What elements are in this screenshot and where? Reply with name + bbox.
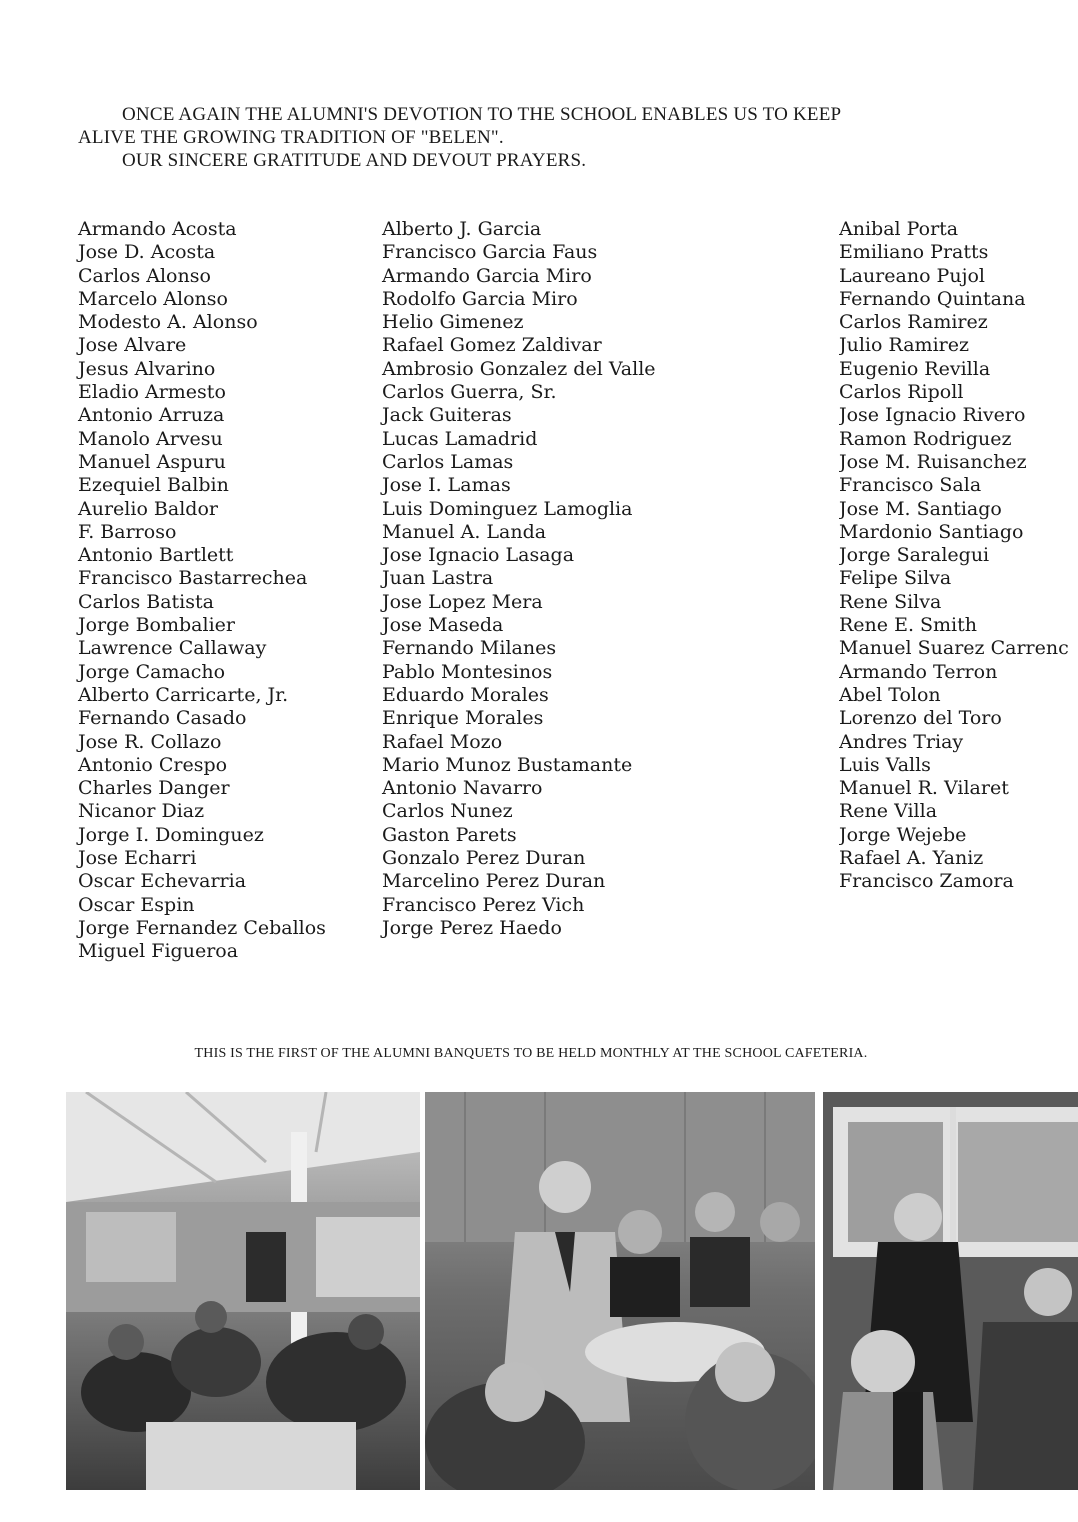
donor-name: Alberto J. Garcia — [382, 218, 542, 240]
donor-name: Manuel Suarez Carrenc — [839, 637, 1069, 660]
donor-name: Carlos Guerra, Sr. — [382, 381, 557, 404]
donor-name: Gaston Parets — [382, 823, 517, 846]
donor-name: Francisco Sala — [839, 474, 982, 497]
donor-name: Carlos Batista — [78, 590, 214, 613]
donor-name: Rafael Gomez Zaldivar — [382, 334, 602, 357]
donor-name: Marcelino Perez Duran — [382, 870, 606, 893]
donor-name: Mario Munoz Bustamante — [382, 753, 633, 776]
donor-name: Oscar Espin — [78, 893, 195, 916]
donor-name: Oscar Echevarria — [78, 870, 247, 893]
donor-name: Jack Guiteras — [382, 404, 512, 427]
donor-name: Rodolfo Garcia Miro — [382, 287, 578, 310]
donor-name: Helio Gimenez — [382, 311, 524, 334]
donor-name: Emiliano Pratts — [839, 241, 989, 264]
donor-name: F. Barroso — [78, 520, 177, 543]
photo-caption: THIS IS THE FIRST OF THE ALUMNI BANQUETS TO BE HELD MONTHLY AT THE SCHOOL CAFETERIA. — [194, 1046, 868, 1061]
donor-name: Charles Danger — [78, 777, 230, 800]
donor-name: Ambrosio Gonzalez del Valle — [382, 357, 656, 380]
donor-name: Francisco Zamora — [839, 870, 1014, 893]
donor-name: Carlos Nunez — [382, 800, 513, 823]
donor-names-column-3 — [839, 218, 1078, 894]
banquet-photo-speaker — [425, 1092, 815, 1490]
donor-name: Jorge Saralegui — [839, 544, 990, 567]
donor-name: Manuel Aspuru — [78, 450, 226, 473]
donor-name: Laureano Pujol — [839, 264, 985, 287]
donor-name: Ezequiel Balbin — [78, 474, 229, 497]
donor-name: Jose D. Acosta — [78, 241, 216, 264]
donor-name: Jose Ignacio Lasaga — [382, 544, 575, 567]
donor-name: Jose Maseda — [382, 614, 504, 637]
donor-name: Abel Tolon — [839, 683, 941, 706]
donor-name: Alberto Carricarte, Jr. — [78, 683, 289, 706]
donor-name: Jose Alvare — [78, 334, 187, 357]
donor-name: Jose Echarri — [78, 847, 197, 870]
donor-name: Jorge Camacho — [78, 660, 226, 683]
donor-name: Manolo Arvesu — [78, 427, 223, 450]
donor-names-column-1 — [78, 218, 326, 964]
donor-name: Eugenio Revilla — [839, 357, 991, 380]
donor-name: Francisco Perez Vich — [382, 893, 585, 916]
donor-name: Luis Dominguez Lamoglia — [382, 497, 633, 520]
banquet-photo-cafeteria — [66, 1092, 420, 1490]
donor-name: Felipe Silva — [839, 567, 952, 590]
donor-name: Mardonio Santiago — [839, 520, 1024, 543]
donor-name: Francisco Garcia Faus — [382, 241, 598, 264]
donor-name: Francisco Bastarrechea — [78, 567, 308, 590]
donor-name: Antonio Navarro — [382, 777, 543, 800]
donor-name: Carlos Alonso — [78, 264, 211, 287]
intro-line-1: ONCE AGAIN THE ALUMNI'S DEVOTION TO THE SCHOOL ENABLES US TO KEEP — [122, 104, 842, 125]
donor-name: Jorge Perez Haedo — [382, 916, 562, 939]
donor-name: Jorge I. Dominguez — [78, 823, 264, 846]
donor-name: Rene Silva — [839, 590, 942, 613]
intro-line-2: ALIVE THE GROWING TRADITION OF "BELEN". — [78, 127, 504, 148]
donor-name: Miguel Figueroa — [78, 940, 239, 963]
donor-name: Carlos Lamas — [382, 450, 514, 473]
donor-name: Antonio Bartlett — [78, 544, 234, 567]
donor-name: Gonzalo Perez Duran — [382, 847, 586, 870]
donor-name: Jose M. Ruisanchez — [839, 450, 1027, 473]
donor-name: Lawrence Callaway — [78, 637, 267, 660]
donor-name: Jorge Bombalier — [78, 614, 235, 637]
donor-name: Manuel R. Vilaret — [839, 777, 1009, 800]
donor-name: Aurelio Baldor — [78, 497, 218, 520]
donor-name: Fernando Quintana — [839, 287, 1026, 310]
donor-name: Andres Triay — [839, 730, 964, 753]
donor-name: Fernando Casado — [78, 707, 247, 730]
donor-names-column-2 — [382, 218, 656, 940]
donor-name: Enrique Morales — [382, 707, 544, 730]
donor-name: Lorenzo del Toro — [839, 707, 1002, 730]
donor-name: Armando Terron — [839, 660, 998, 683]
donor-name: Rafael A. Yaniz — [839, 847, 984, 870]
donor-name: Marcelo Alonso — [78, 287, 228, 310]
donor-name: Modesto A. Alonso — [78, 311, 258, 334]
donor-name: Ramon Rodriguez — [839, 427, 1012, 450]
donor-name: Armando Garcia Miro — [382, 264, 592, 287]
donor-name: Jose Ignacio Rivero — [839, 404, 1026, 427]
donor-name: Luis Valls — [839, 753, 931, 776]
donor-name: Manuel A. Landa — [382, 520, 547, 543]
donor-name: Pablo Montesinos — [382, 660, 553, 683]
donor-name: Eduardo Morales — [382, 683, 549, 706]
banquet-photo-window — [823, 1092, 1078, 1490]
donor-name: Jose R. Collazo — [78, 730, 222, 753]
donor-name: Anibal Porta — [839, 218, 959, 240]
donor-name: Jose M. Santiago — [839, 497, 1002, 520]
donor-name: Lucas Lamadrid — [382, 427, 538, 450]
donor-name: Jesus Alvarino — [78, 357, 216, 380]
donor-name: Rafael Mozo — [382, 730, 503, 753]
donor-name: Antonio Arruza — [78, 404, 225, 427]
donor-name: Rene E. Smith — [839, 614, 978, 637]
donor-name: Julio Ramirez — [839, 334, 969, 357]
donor-name: Nicanor Diaz — [78, 800, 205, 823]
donor-name: Fernando Milanes — [382, 637, 557, 660]
donor-name: Jose I. Lamas — [382, 474, 511, 497]
donor-name: Rene Villa — [839, 800, 938, 823]
donor-name: Eladio Armesto — [78, 381, 226, 404]
donor-name: Jorge Fernandez Ceballos — [78, 916, 326, 939]
donor-name: Antonio Crespo — [78, 753, 228, 776]
intro-line-3: OUR SINCERE GRATITUDE AND DEVOUT PRAYERS. — [122, 150, 587, 171]
donor-name: Juan Lastra — [382, 567, 494, 590]
donor-name: Carlos Ripoll — [839, 381, 964, 404]
donor-name: Carlos Ramirez — [839, 311, 988, 334]
donor-name: Jorge Wejebe — [839, 823, 967, 846]
donor-name: Armando Acosta — [78, 218, 237, 240]
donor-name: Jose Lopez Mera — [382, 590, 543, 613]
